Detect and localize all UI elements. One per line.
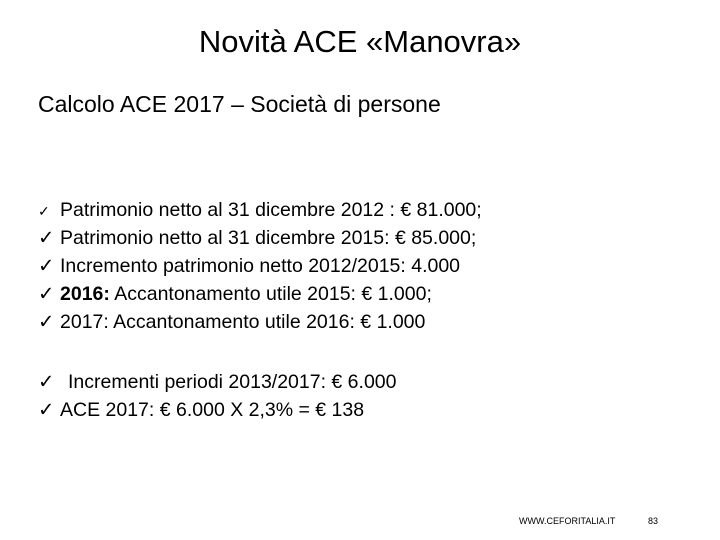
list-item-text: Incremento patrimonio netto 2012/2015: 4.000 [60, 255, 461, 277]
list-item [38, 196, 482, 224]
page-number: 83 [648, 516, 659, 526]
check-icon: ✓ [38, 311, 55, 333]
check-icon: ✓ [38, 203, 50, 219]
bullet-list-primary [38, 196, 482, 336]
check-icon: ✓ [38, 399, 55, 421]
list-item [38, 224, 482, 252]
check-icon: ✓ [38, 371, 55, 393]
list-item [38, 368, 396, 396]
check-icon: ✓ [38, 255, 55, 277]
footer-website: WWW.CEFORITALIA.IT [519, 516, 616, 526]
list-item-text: Patrimonio netto al 31 dicembre 2012 : € 81.000; [60, 199, 482, 221]
list-item [38, 396, 396, 424]
list-item-text: Patrimonio netto al 31 dicembre 2015: € 85.000; [60, 227, 477, 249]
slide-title: Novità ACE «Manovra» [198, 24, 522, 59]
list-item-text: ACE 2017: € 6.000 X 2,3% = € 138 [60, 399, 365, 421]
list-item [38, 280, 482, 308]
list-item [38, 308, 482, 336]
bullet-list-secondary [38, 368, 396, 424]
check-icon: ✓ [38, 283, 55, 305]
check-icon: ✓ [38, 227, 55, 249]
list-item [38, 252, 482, 280]
list-item-text: Incrementi periodi 2013/2017: € 6.000 [68, 371, 397, 393]
slide-subtitle: Calcolo ACE 2017 – Società di persone [38, 91, 441, 117]
list-item-text: Accantonamento utile 2015: € 1.000; [109, 283, 432, 305]
list-item-year-label: 2016: [60, 283, 110, 305]
list-item-text: 2017: Accantonamento utile 2016: € 1.000 [60, 311, 426, 333]
